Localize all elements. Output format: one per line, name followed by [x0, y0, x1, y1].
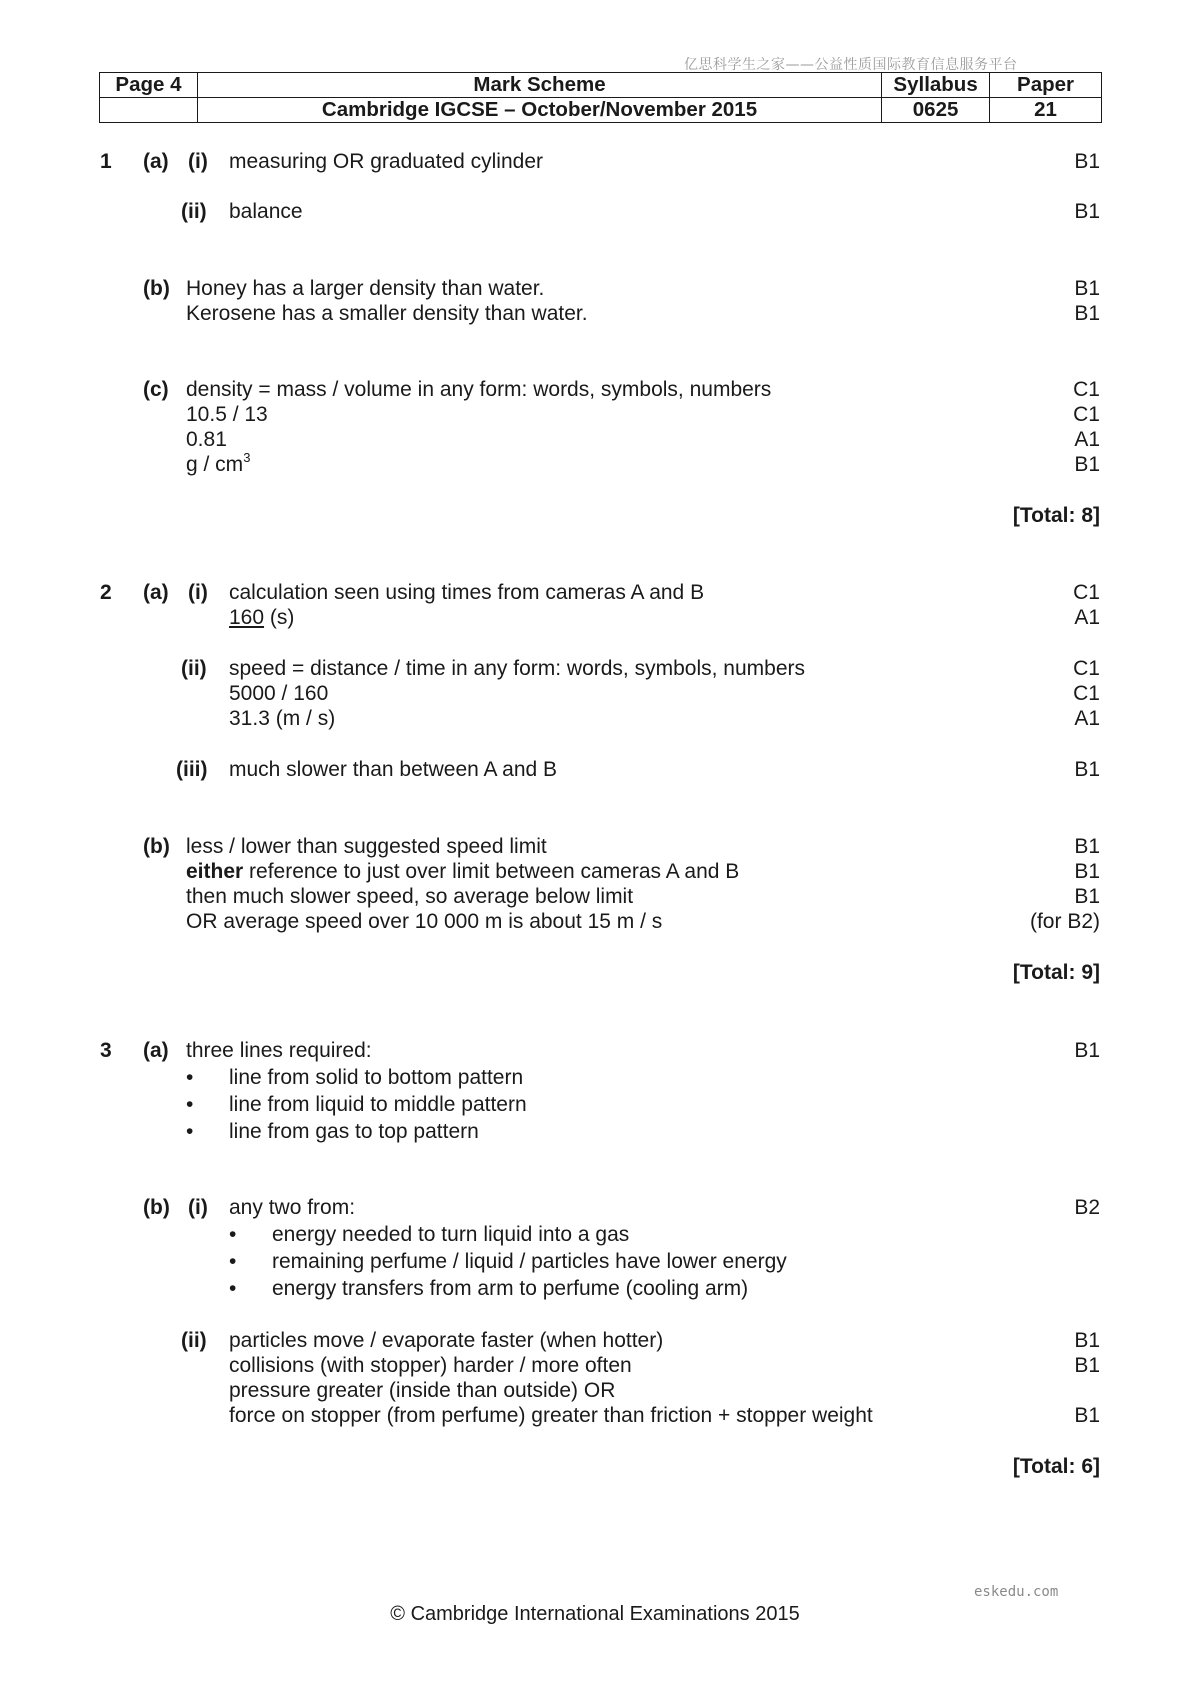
bullet-text: energy needed to turn liquid into a gas [272, 1223, 630, 1246]
q3-b-i-bullet-1 [0, 1222, 1190, 1248]
q2-b-row-2 [0, 859, 1190, 885]
question-total: [Total: 9] [1012, 961, 1100, 984]
subpart-label: (ii) [181, 1329, 207, 1352]
mark: B1 [1074, 835, 1100, 858]
bullet: • [186, 1093, 194, 1116]
q3-b-ii-row-1 [0, 1328, 1190, 1354]
answer-text: measuring OR graduated cylinder [229, 150, 543, 173]
answer-text [229, 605, 294, 631]
q3-a-bullet-2 [0, 1092, 1190, 1118]
syllabus-code: 0625 [882, 98, 990, 123]
answer-text: speed = distance / time in any form: words, symbols, numbers [229, 657, 805, 680]
watermark-top: 亿思科学生之家——公益性质国际教育信息服务平台 [684, 57, 1018, 73]
part-label: (b) [143, 835, 170, 858]
mark: C1 [1073, 682, 1100, 705]
answer-text: 31.3 (m / s) [229, 707, 336, 730]
question-total: [Total: 8] [1012, 504, 1100, 527]
page-label: Page 4 [100, 73, 198, 98]
mark: B1 [1074, 200, 1100, 223]
q2-a-ii-row-3 [0, 706, 1190, 732]
header-row-1 [100, 73, 1102, 98]
mark: C1 [1073, 378, 1100, 401]
subpart-label: (i) [188, 581, 208, 604]
mark: (for B2) [1029, 910, 1100, 933]
answer-text: OR average speed over 10 000 m is about 15 m / s [186, 910, 663, 933]
q3-b-i-bullet-2 [0, 1249, 1190, 1275]
mark: B2 [1074, 1196, 1100, 1219]
q1-a-ii-row [0, 199, 1190, 225]
mark: B1 [1074, 860, 1100, 883]
answer-text: density = mass / volume in any form: words, symbols, numbers [186, 378, 772, 401]
q2-a-i-row-1 [0, 580, 1190, 606]
q3-a-bullet-1 [0, 1065, 1190, 1091]
q3-b-ii-row-4 [0, 1403, 1190, 1429]
unit-base: g / cm [186, 453, 244, 476]
mark: B1 [1074, 1329, 1100, 1352]
answer-text: 0.81 [186, 428, 227, 451]
copyright-footer: © Cambridge International Examinations 2015 [390, 1603, 800, 1625]
q1-c-row-4 [0, 452, 1190, 478]
mark: B1 [1074, 453, 1100, 476]
question-number: 1 [100, 150, 112, 173]
answer-text: calculation seen using times from cameras A and B [229, 581, 705, 604]
part-label: (b) [143, 1196, 170, 1219]
answer-text: balance [229, 200, 303, 223]
q1-b-row-2 [0, 301, 1190, 327]
q3-b-i-row [0, 1195, 1190, 1221]
q2-a-i-row-2 [0, 605, 1190, 631]
subpart-label: (ii) [181, 657, 207, 680]
unit-superscript: 3 [243, 450, 251, 465]
bullet-text: remaining perfume / liquid / particles have lower energy [272, 1250, 787, 1273]
answer-text: 5000 / 160 [229, 682, 329, 705]
q1-b-row-1 [0, 276, 1190, 302]
q3-a-bullet-3 [0, 1119, 1190, 1145]
bullet-text: energy transfers from arm to perfume (cooling arm) [272, 1277, 749, 1300]
unit: (s) [264, 606, 295, 629]
q2-a-iii-row [0, 757, 1190, 783]
part-label: (c) [143, 378, 169, 401]
mark: B1 [1074, 758, 1100, 781]
answer-text: particles move / evaporate faster (when hotter) [229, 1329, 664, 1352]
emphasis-word: either [186, 860, 244, 883]
answer-text: three lines required: [186, 1039, 372, 1062]
question-total: [Total: 6] [1012, 1455, 1100, 1478]
mark: B1 [1074, 150, 1100, 173]
subpart-label: (ii) [181, 200, 207, 223]
q2-total-row [0, 960, 1190, 986]
header-table [99, 72, 1102, 123]
paper-number: 21 [990, 98, 1102, 123]
mark: C1 [1073, 403, 1100, 426]
mark: B1 [1074, 885, 1100, 908]
doc-title: Mark Scheme [197, 73, 881, 98]
header-empty-cell [100, 98, 198, 123]
q3-b-ii-row-3 [0, 1378, 1190, 1404]
q1-c-row-2 [0, 402, 1190, 428]
bullet: • [229, 1250, 237, 1273]
watermark-bottom: eskedu.com [974, 1584, 1059, 1600]
answer-text: Kerosene has a smaller density than water. [186, 302, 588, 325]
mark: B1 [1074, 1039, 1100, 1062]
answer-text-rest: reference to just over limit between cameras A and B [243, 860, 740, 883]
answer-text: much slower than between A and B [229, 758, 558, 781]
q2-b-row-4 [0, 909, 1190, 935]
q2-a-ii-row-2 [0, 681, 1190, 707]
mark: C1 [1073, 657, 1100, 680]
underlined-value: 160 [229, 606, 265, 629]
q1-a-i-row [0, 149, 1190, 175]
bullet: • [229, 1223, 237, 1246]
part-label: (b) [143, 277, 170, 300]
question-number: 2 [100, 581, 112, 604]
unit-text [186, 452, 250, 478]
answer-text: collisions (with stopper) harder / more often [229, 1354, 632, 1377]
mark: A1 [1074, 428, 1100, 451]
q2-b-row-3 [0, 884, 1190, 910]
paper-label: Paper [990, 73, 1102, 98]
q1-total-row [0, 503, 1190, 529]
q3-total-row [0, 1454, 1190, 1480]
syllabus-label: Syllabus [882, 73, 990, 98]
answer-text: pressure greater (inside than outside) OR [229, 1379, 616, 1402]
part-label: (a) [143, 1039, 169, 1062]
part-label: (a) [143, 581, 169, 604]
q2-b-row-1 [0, 834, 1190, 860]
bullet-text: line from liquid to middle pattern [229, 1093, 527, 1116]
mark: B1 [1074, 1404, 1100, 1427]
exam-name: Cambridge IGCSE – October/November 2015 [197, 98, 881, 123]
bullet-text: line from gas to top pattern [229, 1120, 479, 1143]
mark: B1 [1074, 302, 1100, 325]
subpart-label: (iii) [176, 758, 208, 781]
answer-text: less / lower than suggested speed limit [186, 835, 547, 858]
subpart-label: (i) [188, 150, 208, 173]
mark: C1 [1073, 581, 1100, 604]
bullet: • [186, 1066, 194, 1089]
mark: B1 [1074, 277, 1100, 300]
bullet-text: line from solid to bottom pattern [229, 1066, 524, 1089]
part-label: (a) [143, 150, 169, 173]
answer-text: force on stopper (from perfume) greater than friction + stopper weight [229, 1404, 873, 1427]
q2-a-ii-row-1 [0, 656, 1190, 682]
bullet: • [186, 1120, 194, 1143]
q3-a-row [0, 1038, 1190, 1064]
q3-b-i-bullet-3 [0, 1276, 1190, 1302]
subpart-label: (i) [188, 1196, 208, 1219]
bullet: • [229, 1277, 237, 1300]
answer-text: Honey has a larger density than water. [186, 277, 545, 300]
header-row-2 [100, 98, 1102, 123]
q1-c-row-1 [0, 377, 1190, 403]
answer-text [186, 859, 739, 885]
answer-text: then much slower speed, so average below limit [186, 885, 634, 908]
mark: A1 [1074, 606, 1100, 629]
answer-text: 10.5 / 13 [186, 403, 268, 426]
q1-c-row-3 [0, 427, 1190, 453]
mark: A1 [1074, 707, 1100, 730]
question-number: 3 [100, 1039, 112, 1062]
mark: B1 [1074, 1354, 1100, 1377]
answer-text: any two from: [229, 1196, 356, 1219]
q3-b-ii-row-2 [0, 1353, 1190, 1379]
